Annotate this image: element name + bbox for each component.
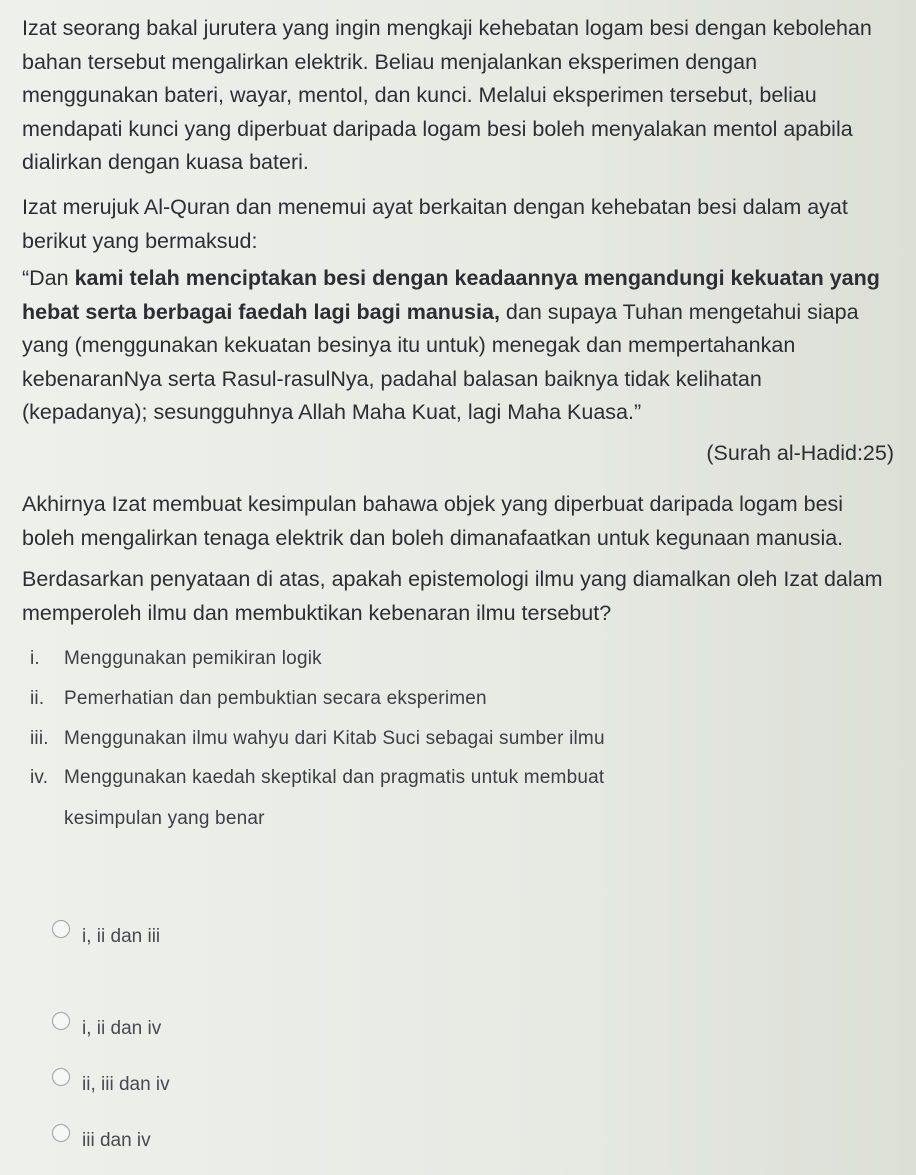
answer-option-1[interactable]: [52, 926, 160, 948]
option-label: i, ii dan iii: [82, 926, 161, 947]
statement-iv-continued: kesimpulan yang benar: [64, 808, 265, 829]
question-prompt: Berdasarkan penyataan di atas, apakah epistemologi ilmu yang diamalkan oleh Izat dalam memperoleh ilmu dan membuktikan kebenaran ilmu tersebut?: [22, 567, 883, 625]
intro-paragraph: Izat seorang bakal jurutera yang ingin mengkaji kehebatan logam besi dengan kebolehan bahan tersebut mengalirkan elektrik. Beliau menjalankan eksperimen dengan menggunakan bateri, wayar, mentol, dan kunci. Melalui eksperimen tersebut, beliau mendapati kunci yang diperbuat daripada logam besi boleh menyalakan mentol apabila dialirkan dengan kuasa bateri.: [22, 16, 872, 174]
option-label: ii, iii dan iv: [82, 1074, 170, 1095]
quran-quote: [22, 262, 892, 430]
statement-text: Menggunakan ilmu wahyu dari Kitab Suci sebagai sumber ilmu: [64, 728, 605, 749]
statement-ii: [30, 688, 487, 710]
quote-source: (Surah al-Hadid:25): [706, 441, 894, 465]
quote-bold: kami telah menciptakan besi dengan keadaannya mengandungi kekuatan yang hebat serta berbagai faedah lagi bagi manusia,: [22, 266, 880, 324]
statement-i: [30, 648, 322, 670]
statement-number: i.: [30, 648, 40, 669]
statement-text: Menggunakan pemikiran logik: [64, 648, 322, 669]
option-label: iii dan iv: [82, 1130, 151, 1151]
statement-number: iv.: [30, 767, 49, 788]
radio-button-icon[interactable]: [52, 1124, 70, 1142]
statement-iv: [30, 767, 604, 789]
statement-number: iii.: [30, 728, 49, 749]
reference-intro: Izat merujuk Al-Quran dan menemui ayat berkaitan dengan kehebatan besi dalam ayat berikut yang bermaksud:: [22, 195, 848, 253]
answer-option-4[interactable]: [52, 1130, 151, 1152]
quote-open: “Dan: [22, 266, 75, 290]
conclusion-paragraph: Akhirnya Izat membuat kesimpulan bahawa objek yang diperbuat daripada logam besi boleh mengalirkan tenaga elektrik dan boleh dimanafaatkan untuk kegunaan manusia.: [22, 492, 844, 550]
answer-option-3[interactable]: [52, 1074, 170, 1096]
statement-text: Pemerhatian dan pembuktian secara eksperimen: [64, 688, 487, 709]
option-label: i, ii dan iv: [82, 1018, 162, 1039]
radio-button-icon[interactable]: [52, 1012, 70, 1030]
statement-text: Menggunakan kaedah skeptikal dan pragmatis untuk membuat: [64, 767, 605, 788]
statement-number: ii.: [30, 688, 45, 709]
radio-button-icon[interactable]: [52, 920, 70, 938]
answer-option-2[interactable]: [52, 1018, 161, 1040]
statement-iii: [30, 728, 605, 750]
quote-rest: dan supaya Tuhan mengetahui siapa yang (menggunakan kekuatan besinya itu untuk) menegak dan mempertahankan kebenaranNya serta Rasul-rasulNya, padahal balasan baiknya tidak kelihatan (kepadanya); sesungguhnya Allah Maha Kuat, lagi Maha Kuasa.”: [22, 299, 859, 424]
radio-button-icon[interactable]: [52, 1068, 70, 1086]
